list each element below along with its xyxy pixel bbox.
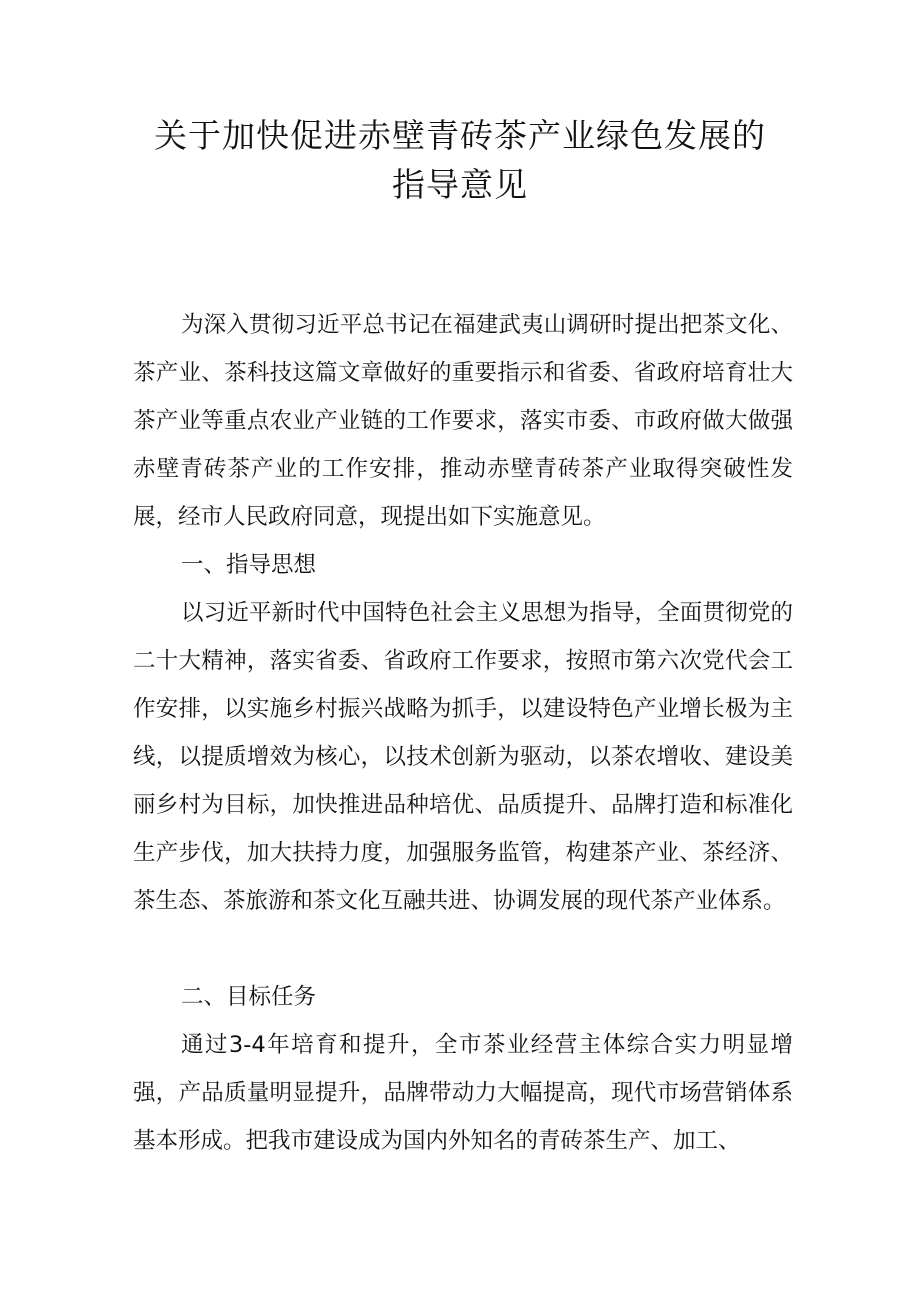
section-2-heading: 二、目标任务 [181, 984, 317, 1010]
section-1-heading: 一、指导思想 [181, 552, 317, 578]
section-2-paragraph: 通过3-4年培育和提升，全市茶业经营主体综合实力明显增强，产品质量明显提升，品牌带动力大幅提高，现代市场营销体系基本形成。把我市建设成为国内外知名的青砖茶生产、加工、 [133, 1032, 793, 1154]
section-1-paragraph: 以习近平新时代中国特色社会主义思想为指导，全面贯彻党的二十大精神，落实省委、省政府工作要求，按照市第六次党代会工作安排，以实施乡村振兴战略为抓手，以建设特色产业增长极为主线，以提质增效为核心，以技术创新为驱动，以茶农增收、建设美丽乡村为目标，加快推进品种培优、品质提升、品牌打造和标准化生产步伐，加大扶持力度，加强服务监管，构建茶产业、茶经济、茶生态、茶旅游和茶文化互融共进、协调发展的现代茶产业体系。 [133, 600, 793, 914]
intro-paragraph-block [133, 301, 793, 541]
section-1-heading-block [133, 541, 793, 589]
intro-paragraph: 为深入贯彻习近平总书记在福建武夷山调研时提出把茶文化、茶产业、茶科技这篇文章做好的重要指示和省委、省政府培育壮大茶产业等重点农业产业链的工作要求，落实市委、市政府做大做强赤壁青砖茶产业的工作安排，推动赤壁青砖茶产业取得突破性发展，经市人民政府同意，现提出如下实施意见。 [133, 312, 793, 530]
section-2-paragraph-block [133, 1021, 793, 1165]
document-title-line-2: 指导意见 [392, 165, 528, 204]
document-title-line-1: 关于加快促进赤壁青砖茶产业绿色发展的 [154, 116, 766, 155]
section-1-paragraph-block [133, 589, 793, 925]
section-2-heading-block [133, 973, 793, 1021]
